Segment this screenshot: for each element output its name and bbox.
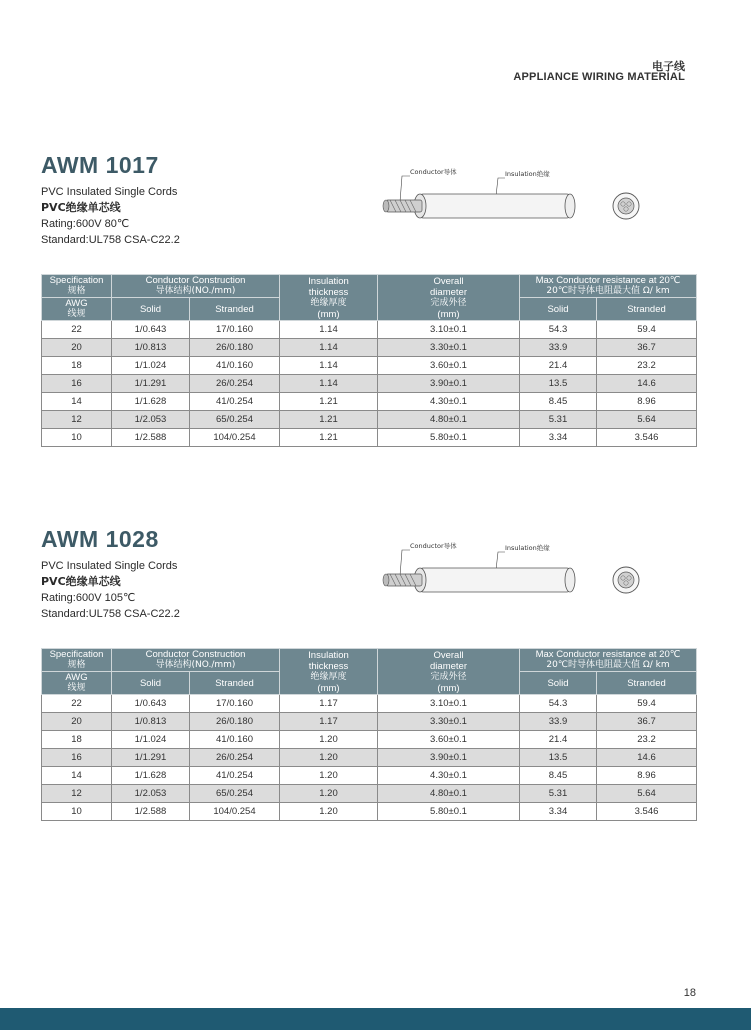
insulation-header: Insulation thickness 绝缘厚度 (mm) [280, 275, 378, 321]
table-cell: 8.45 [520, 393, 597, 411]
wire-diagram [380, 164, 680, 244]
table-cell: 3.90±0.1 [378, 375, 520, 393]
table-cell: 3.546 [597, 803, 697, 821]
awg-header: AWG 线规 [42, 298, 112, 321]
table-cell: 3.60±0.1 [378, 731, 520, 749]
table-cell: 1/1.628 [112, 767, 190, 785]
conductor-header: Conductor Construction 导体结构(NO./mm) [112, 649, 280, 672]
table-cell: 17/0.160 [190, 695, 280, 713]
conductor-strands [386, 200, 422, 212]
table-cell: 36.7 [597, 713, 697, 731]
table-row [42, 695, 697, 713]
table-row [42, 785, 697, 803]
insulation-leader [496, 552, 505, 570]
conductor-leader [400, 550, 410, 576]
table-cell: 36.7 [597, 339, 697, 357]
table-cell: 14.6 [597, 375, 697, 393]
table-cell: 26/0.254 [190, 749, 280, 767]
table-cell: 1.21 [280, 393, 378, 411]
table-cell: 104/0.254 [190, 803, 280, 821]
table-cell: 1/2.588 [112, 429, 190, 447]
header-category-cn: 电子线 [652, 60, 685, 73]
insulation-label: Insulation绝缘 [505, 544, 550, 552]
table-cell: 1.17 [280, 713, 378, 731]
table-cell: 1/0.813 [112, 339, 190, 357]
table-cell: 26/0.180 [190, 339, 280, 357]
product-rating: Rating:600V 80℃ [41, 218, 130, 230]
solid-header: Solid [112, 672, 190, 695]
table-cell: 16 [42, 375, 112, 393]
table-cell: 21.4 [520, 357, 597, 375]
table-cell: 8.45 [520, 767, 597, 785]
overall-header: Overall diameter 完成外径 (mm) [378, 275, 520, 321]
table-cell: 1/2.053 [112, 785, 190, 803]
table-row [42, 411, 697, 429]
table-row [42, 713, 697, 731]
table-cell: 65/0.254 [190, 411, 280, 429]
table-row [42, 375, 697, 393]
table-cell: 14.6 [597, 749, 697, 767]
res-solid-header: Solid [520, 298, 597, 321]
table-cell: 1.14 [280, 357, 378, 375]
table-cell: 1.17 [280, 695, 378, 713]
cross-section-conductor [618, 572, 634, 588]
table-cell: 1/0.643 [112, 321, 190, 339]
insulation-jacket [420, 568, 570, 592]
table-cell: 20 [42, 713, 112, 731]
conductor-label: Conductor导体 [410, 168, 457, 176]
product-desc-line: PVC Insulated Single Cords [41, 186, 178, 198]
product-description [41, 184, 180, 248]
table-cell: 1.21 [280, 411, 378, 429]
table-cell: 10 [42, 429, 112, 447]
table-cell: 1.20 [280, 749, 378, 767]
table-cell: 1/0.643 [112, 695, 190, 713]
insulation-header: Insulation thickness 绝缘厚度 (mm) [280, 649, 378, 695]
table-cell: 3.34 [520, 803, 597, 821]
table-cell: 4.30±0.1 [378, 767, 520, 785]
table-cell: 26/0.180 [190, 713, 280, 731]
table-row [42, 357, 697, 375]
spec-table-body [42, 321, 697, 447]
conductor-header: Conductor Construction 导体结构(NO./mm) [112, 275, 280, 298]
product-desc-line-cn: PVC绝缘单芯线 [41, 201, 121, 214]
table-cell: 1/2.053 [112, 411, 190, 429]
resistance-header: Max Conductor resistance at 20℃ 20℃时导体电阻最大值 Ω/ km [520, 649, 697, 672]
table-cell: 41/0.254 [190, 767, 280, 785]
table-row [42, 429, 697, 447]
table-cell: 14 [42, 767, 112, 785]
table-cell: 14 [42, 393, 112, 411]
table-cell: 17/0.160 [190, 321, 280, 339]
jacket-end [565, 568, 575, 592]
table-row [42, 749, 697, 767]
conductor-strands [386, 574, 422, 586]
product-standard: Standard:UL758 CSA-C22.2 [41, 608, 180, 620]
overall-header: Overall diameter 完成外径 (mm) [378, 649, 520, 695]
res-solid-header: Solid [520, 672, 597, 695]
table-cell: 23.2 [597, 731, 697, 749]
product-rating: Rating:600V 105℃ [41, 592, 136, 604]
table-cell: 18 [42, 357, 112, 375]
table-cell: 13.5 [520, 749, 597, 767]
table-cell: 22 [42, 695, 112, 713]
table-cell: 4.80±0.1 [378, 411, 520, 429]
table-cell: 1.20 [280, 731, 378, 749]
product-description [41, 558, 180, 622]
insulation-label: Insulation绝缘 [505, 170, 550, 178]
res-stranded-header: Stranded [597, 672, 697, 695]
table-cell: 18 [42, 731, 112, 749]
table-cell: 1/0.813 [112, 713, 190, 731]
table-cell: 3.10±0.1 [378, 695, 520, 713]
table-cell: 23.2 [597, 357, 697, 375]
cross-section-conductor [618, 198, 634, 214]
table-cell: 54.3 [520, 321, 597, 339]
table-cell: 1.14 [280, 339, 378, 357]
table-cell: 1/1.291 [112, 375, 190, 393]
stranded-header: Stranded [190, 672, 280, 695]
page-number: 18 [683, 987, 696, 999]
insulation-jacket [420, 194, 570, 218]
table-cell: 1.20 [280, 785, 378, 803]
table-cell: 22 [42, 321, 112, 339]
table-cell: 59.4 [597, 321, 697, 339]
table-cell: 5.31 [520, 411, 597, 429]
table-cell: 1/1.628 [112, 393, 190, 411]
table-cell: 1.14 [280, 375, 378, 393]
table-cell: 1.20 [280, 767, 378, 785]
table-cell: 1/1.024 [112, 357, 190, 375]
table-cell: 41/0.160 [190, 357, 280, 375]
table-cell: 41/0.254 [190, 393, 280, 411]
table-cell: 26/0.254 [190, 375, 280, 393]
table-cell: 33.9 [520, 713, 597, 731]
table-cell: 3.90±0.1 [378, 749, 520, 767]
table-row [42, 767, 697, 785]
table-row [42, 339, 697, 357]
table-cell: 104/0.254 [190, 429, 280, 447]
solid-header: Solid [112, 298, 190, 321]
table-cell: 41/0.160 [190, 731, 280, 749]
table-cell: 13.5 [520, 375, 597, 393]
jacket-end [565, 194, 575, 218]
spec-header: Specification 规格 [42, 649, 112, 672]
table-cell: 3.10±0.1 [378, 321, 520, 339]
spec-table [41, 648, 697, 821]
table-cell: 1/1.291 [112, 749, 190, 767]
table-cell: 3.30±0.1 [378, 713, 520, 731]
table-cell: 1.20 [280, 803, 378, 821]
table-cell: 33.9 [520, 339, 597, 357]
table-row [42, 731, 697, 749]
table-cell: 4.30±0.1 [378, 393, 520, 411]
table-cell: 5.31 [520, 785, 597, 803]
table-cell: 54.3 [520, 695, 597, 713]
table-cell: 59.4 [597, 695, 697, 713]
table-cell: 65/0.254 [190, 785, 280, 803]
table-cell: 21.4 [520, 731, 597, 749]
table-cell: 5.64 [597, 785, 697, 803]
table-cell: 20 [42, 339, 112, 357]
resistance-header: Max Conductor resistance at 20℃ 20℃时导体电阻最大值 Ω/ km [520, 275, 697, 298]
footer-bar [0, 1008, 751, 1030]
table-cell: 5.80±0.1 [378, 803, 520, 821]
table-row [42, 393, 697, 411]
conductor-label: Conductor导体 [410, 542, 457, 550]
table-cell: 3.60±0.1 [378, 357, 520, 375]
table-cell: 8.96 [597, 767, 697, 785]
spec-header: Specification 规格 [42, 275, 112, 298]
table-row [42, 321, 697, 339]
product-title: AWM 1017 [41, 152, 159, 178]
product-title: AWM 1028 [41, 526, 159, 552]
spec-table [41, 274, 697, 447]
table-cell: 12 [42, 785, 112, 803]
res-stranded-header: Stranded [597, 298, 697, 321]
table-cell: 1.21 [280, 429, 378, 447]
table-cell: 1/1.024 [112, 731, 190, 749]
stranded-header: Stranded [190, 298, 280, 321]
table-cell: 10 [42, 803, 112, 821]
insulation-leader [496, 178, 505, 196]
table-cell: 12 [42, 411, 112, 429]
table-cell: 3.546 [597, 429, 697, 447]
table-cell: 5.80±0.1 [378, 429, 520, 447]
table-cell: 4.80±0.1 [378, 785, 520, 803]
table-cell: 1/2.588 [112, 803, 190, 821]
table-cell: 3.30±0.1 [378, 339, 520, 357]
product-standard: Standard:UL758 CSA-C22.2 [41, 234, 180, 246]
table-cell: 5.64 [597, 411, 697, 429]
table-cell: 8.96 [597, 393, 697, 411]
wire-diagram [380, 538, 680, 618]
spec-table-body [42, 695, 697, 821]
product-desc-line: PVC Insulated Single Cords [41, 560, 178, 572]
conductor-leader [400, 176, 410, 202]
table-cell: 3.34 [520, 429, 597, 447]
awg-header: AWG 线规 [42, 672, 112, 695]
table-row [42, 803, 697, 821]
table-cell: 16 [42, 749, 112, 767]
header-category-en: APPLIANCE WIRING MATERIAL [513, 71, 685, 83]
product-desc-line-cn: PVC绝缘单芯线 [41, 575, 121, 588]
table-cell: 1.14 [280, 321, 378, 339]
